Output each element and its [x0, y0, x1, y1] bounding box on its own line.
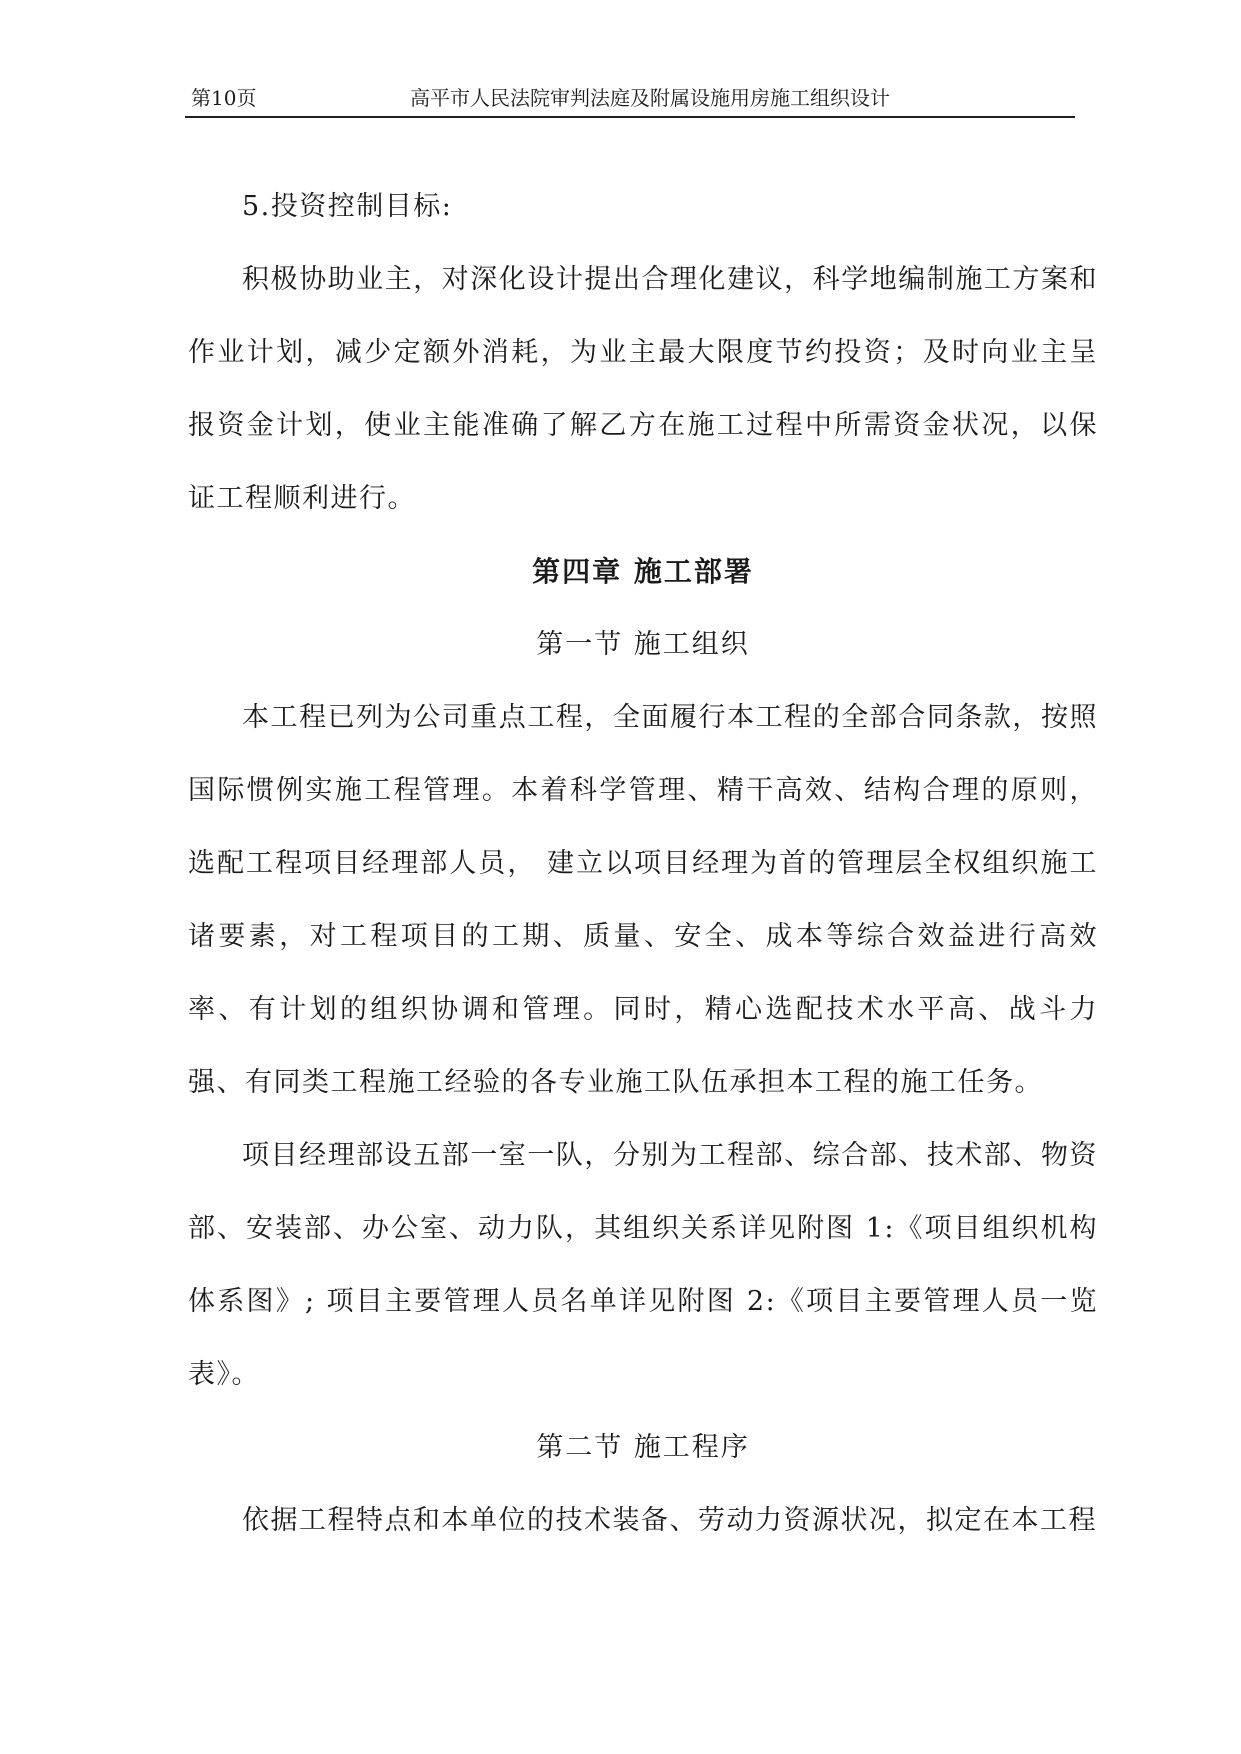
page-header: [185, 84, 1075, 118]
chapter-title: 第四章 施工部署: [532, 555, 754, 588]
section-1-paragraph-1: 本工程已列为公司重点工程，全面履行本工程的全部合同条款，按照国际惯例实施工程管理。本着科学管理、精干高效、结构合理的原则，选配工程项目经理部人员， 建立以项目经理为首的管理层全权组织施工诸要素，对工程项目的工期、质量、安全、成本等综合效益进行高效率、有计划的组织协调和管理。同时，精心选配技术水平高、战斗力强、有同类工程施工经验的各专业施工队伍承担本工程的施工任务。: [188, 702, 1098, 1098]
section-2-paragraph-1: 依据工程特点和本单位的技术装备、劳动力资源状况，拟定在本工程: [242, 1505, 1097, 1536]
page-number: 第10页: [191, 86, 257, 110]
section-1-paragraph-2: 项目经理部设五部一室一队，分别为工程部、综合部、技术部、物资部、安装部、办公室、动力队，其组织关系详见附图 1:《项目组织机构体系图》; 项目主要管理人员名单详见附图 2:《项目主要管理人员一览表》。: [188, 1140, 1098, 1390]
item-5-paragraph: 积极协助业主，对深化设计提出合理化建议，科学地编制施工方案和作业计划，减少定额外消耗，为业主最大限度节约投资；及时向业主呈报资金计划，使业主能准确了解乙方在施工过程中所需资金状况，以保证工程顺利进行。: [188, 264, 1098, 514]
document-title: 高平市人民法院审判法庭及附属设施用房施工组织设计: [410, 86, 890, 110]
page-body: [188, 170, 1098, 1557]
item-5-heading: 5.投资控制目标:: [242, 191, 453, 222]
section-1-title: 第一节 施工组织: [536, 629, 750, 660]
section-2-title: 第二节 施工程序: [536, 1432, 750, 1463]
